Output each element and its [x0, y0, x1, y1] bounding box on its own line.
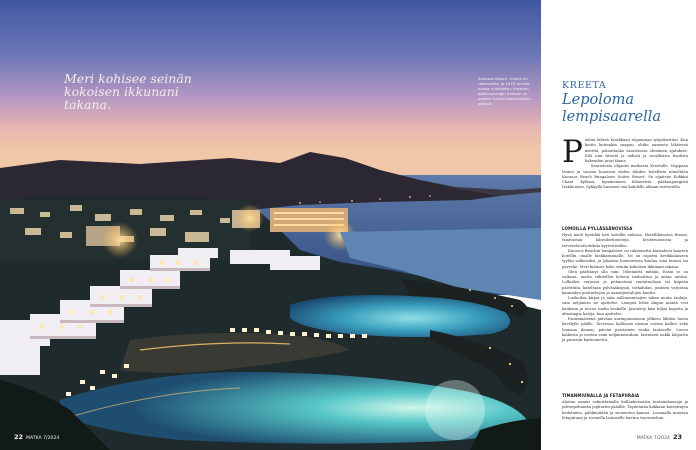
page-number-left: 22 — [14, 433, 24, 441]
article-body-block — [562, 233, 688, 343]
page-number-right: 23 — [672, 433, 682, 441]
body-paragraph-5: Luokoilen kirjaa ja näin aallonmurtajien takaa muita tauluja, vain neljännes ne ajattelee. Lempeä lehtä ilmpin mäntä vesi kaukana ja toivoo tuolin keskellä. Jäsenöity käsi hiljaa kapeita ja ahneimpia kaloja, kun ajattelee. — [562, 296, 688, 316]
subheading-1: LOMOILLA PYLLÄSSÄNOVISSA — [562, 226, 633, 231]
magazine-issue-right: MATKA 7/2024 — [636, 436, 670, 441]
body-paragraph-1: Saaristosta ohjautti matkasta Kreetalle. Nappaan lennot ja varaan huoneen viiden tähden hotellista nimeltään Knossos Beach Bungalows Suites Resort. Se sijaitsee Kokkini Chani -kylässä, kymmenisen kilometriä pääkaupungistä Iraklionista. Sykkyllä huoneen saa kahdelle aikaan tutvustella. — [562, 164, 688, 190]
article-intro-block — [562, 134, 688, 191]
magazine-issue-left: MATKA 7/2024 — [26, 436, 60, 441]
article-page — [541, 0, 696, 450]
folio-left — [14, 433, 59, 441]
intro-paragraph: äätän lähteä Kreikkaan toipumaan työpäivistäni. Kun koitto kuitenkin saapuu, ehdin aamusta lähtiessä miettiä, palauttaako saaristossa oleminen ajatukset. Eilä niin tiivistä ja äidistä ja tavallisista huolista hakeudun juuri tänne — [584, 138, 688, 163]
drop-cap: P — [562, 134, 583, 170]
article-title: Lepoloma lempisaarella — [562, 92, 662, 125]
body-paragraph-3: Knossos Beachin bungalowit on rakennettu kaistaleen kaarten hotellin omalle hiekkarannalle. Ne on rapattu kreikkalaiseen tyyliin valkoisiksi, ja jokaisen huoneeseen kuuluu oma terassi tai parveke. Meri kohisee koko seinän kokoisen ikkunani takana. — [562, 248, 688, 269]
pull-quote: Meri kohisee seinän kokoisen ikkunani takana. — [64, 71, 192, 112]
article-body-block-2 — [562, 400, 688, 421]
body-paragraph-2: Hyvä mieli hyräilää heti hotellin aulassa. Hotellikuvassa Ermes, viinivastaa labradoritonsteja, kevätruusuista ja tervetulotoivotuksia kyytettäväksi. — [562, 233, 688, 248]
subheading-2: TIMANMIUNALLA JA FETAPIIRAIA — [562, 393, 640, 398]
body-paragraph-4: Olen päättänyt olla vain. Tekemättä mitään. Ensin se on vaikeaa, mutta vähitellen kehoni rauhoittuu ja antaa uuttaa. Lolkoilen varjossa ja pehmeässä rantatuolissa tai kiipeän päivittäin, kateltaan pylväsäkaysin, torkahdan, juoksen varjoissa kauniiden puutarhojen ja aamuijentalojen kautta. — [562, 269, 688, 295]
section-kicker: KREETA — [562, 80, 607, 91]
photo-caption: Knossos Beach -hotelli on rakennettu jo 1970-luvulla, mutta uudistettu. Kreetan pääkaupungin Iraklion on puolen tunnin bussimatkan päässä. — [478, 76, 532, 106]
body-paragraph-7: Aloitan aamut valmistamalla kullanketsaista tuutamihausaja ja pilvenpehmeän joghurtin pääälle. Täydennän kukkaan kuivattujen hedelmien, pähkinöiden ja siementen kanssa. Lounaalla maistan fetapiiraan ja sormella lautaselle haetun tuoremehun. — [562, 400, 688, 420]
body-paragraph-6: Ensimmäisenä päivänä auringonnousun jälkeen lähden luotsi kävelylle päälle. Tavernan kallioisia niemiä vasten kalliot sekä lounaan ilmaan, päivän paisteinen ruoka lautaselle. Luovu kaikesta ja nostan esiin neljännesrahan, lastuinen nakki lahjoista ja perustin karhennettu. — [562, 317, 688, 342]
folio-right — [637, 433, 682, 441]
